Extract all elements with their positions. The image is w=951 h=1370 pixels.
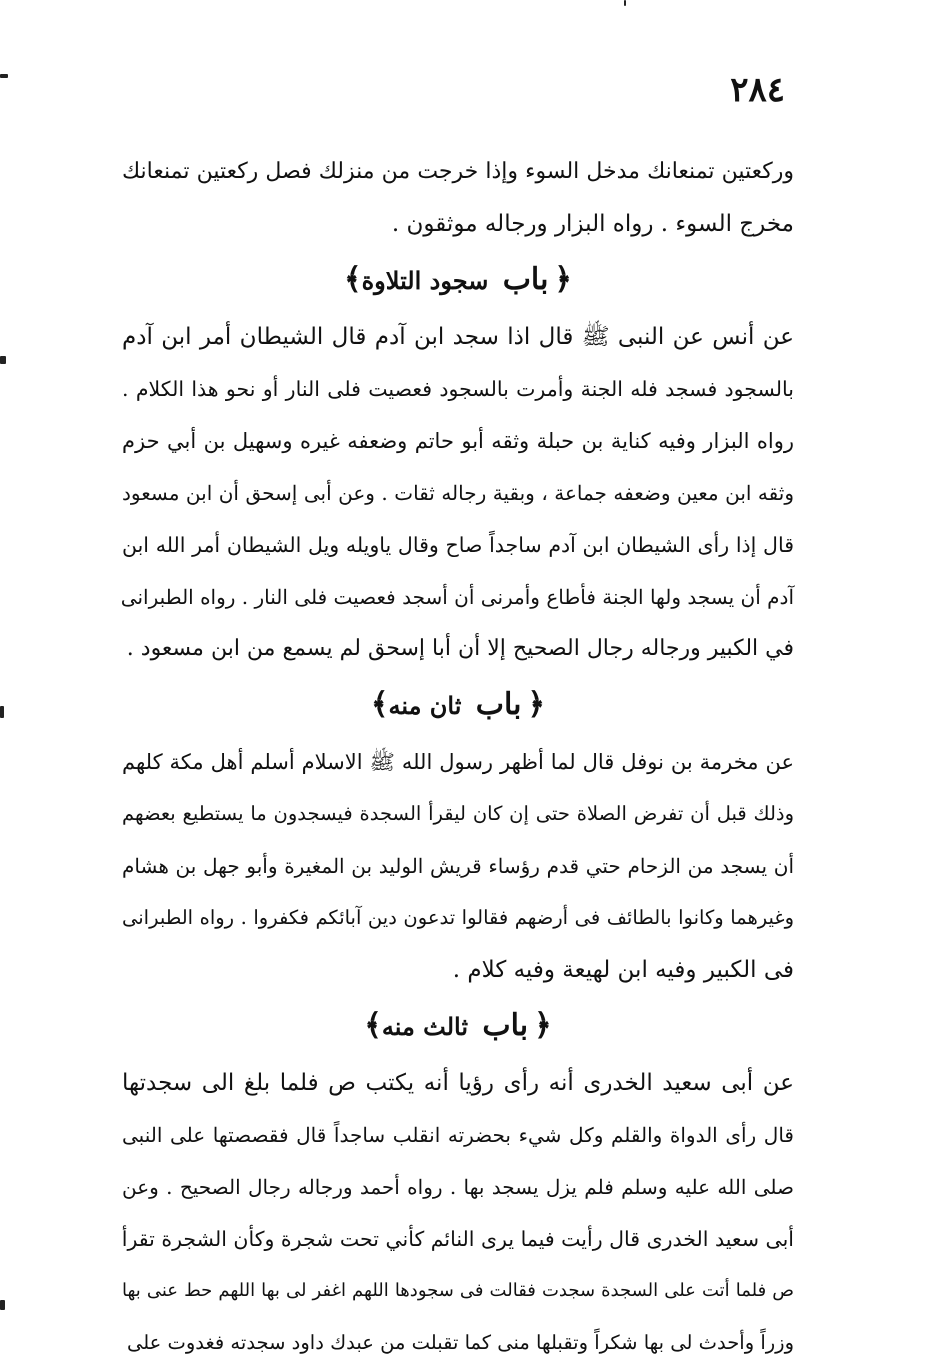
page-body [122, 146, 794, 1369]
text-line: قال إذا رأى الشيطان ابن آدم ساجداً صاح وقال ياويله ويل الشيطان أمر الله ابن [122, 533, 794, 557]
paragraph [122, 311, 794, 675]
text-line: عن أنس عن النبى ﷺ قال اذا سجد ابن آدم قال الشيطان أمر ابن آدم [122, 324, 794, 350]
text-line: وثقه ابن معين وضعفه جماعة ، وبقية رجاله ثقات . وعن أبى إسحق أن ابن مسعود [122, 481, 794, 505]
section-heading [122, 250, 794, 311]
heading-title: ثان منه [388, 691, 470, 720]
text-line: أبى سعيد الخدرى قال رأيت فيما يرى النائم كأني تحت شجرة وكأن الشجرة تقرأ [121, 1227, 794, 1251]
margin-mark [0, 706, 4, 718]
text-line: آدم أن يسجد ولها الجنة فأطاع وأمرنى أن أسجد فعصيت فلى النار . رواه الطبرانى [120, 585, 794, 609]
paragraph [122, 146, 794, 250]
text-line: وغيرهما وكانوا بالطائف فى أرضهم فقالوا تدعون دين آبائكم فكفروا . رواه الطبرانى [122, 906, 794, 929]
margin-mark [624, 0, 626, 6]
text-line: مخرج السوء . رواه البزار ورجاله موثقون . [391, 211, 794, 237]
text-line: قال رأى الدواة والقلم وكل شيء بحضرته انقلب ساجداً قال فقصصتها على النبى [122, 1123, 794, 1147]
heading-title: ثالث منه [381, 1012, 477, 1041]
text-line: عن مخرمة بن نوفل قال لما أظهر رسول الله ﷺ الاسلام أسلم أهل مكة كلهم [122, 750, 794, 774]
margin-mark [0, 356, 6, 364]
text-line: أن يسجد من الزحام حتي قدم رؤساء قريش الوليد بن المغيرة وأبو جهل بن هشام [122, 854, 795, 878]
section-heading [122, 675, 794, 736]
text-line: رواه البزار وفيه كناية بن حبلة وثقه أبو حاتم وضعفه غيره وسهيل بن أبي حزم [122, 429, 794, 453]
heading-bracket-open: ﴿ [527, 687, 546, 722]
text-line: فى الكبير وفيه ابن لهيعة وفيه كلام . [452, 957, 794, 983]
text-line: عن أبى سعيد الخدرى أنه رأى رؤيا أنه يكتب ص فلما بلغ الى سجدتها [122, 1070, 794, 1096]
heading-bracket-open: ﴿ [534, 1008, 552, 1043]
text-line: بالسجود فسجد فله الجنة وأمرت بالسجود فعصيت فلى النار أو نحو هذا الكلام . [122, 377, 794, 401]
paragraph [122, 1057, 794, 1369]
margin-mark [0, 74, 8, 78]
margin-mark [0, 1300, 5, 1310]
heading-bab: باب [502, 262, 549, 297]
heading-bracket-open: ﴿ [554, 262, 572, 297]
heading-bracket-close: ﴾ [364, 1008, 382, 1043]
heading-bab: باب [475, 687, 522, 722]
text-line: ص فلما أتت على السجدة سجدت فقالت فى سجودها اللهم اغفر لى بها اللهم حط عنى بها [122, 1280, 794, 1301]
heading-bracket-close: ﴾ [344, 262, 362, 297]
heading-bracket-close: ﴾ [370, 687, 389, 722]
heading-bab: باب [482, 1008, 529, 1043]
paragraph [122, 736, 794, 996]
text-line: وذلك قبل أن تفرض الصلاة حتى إن كان ليقرأ السجدة فيسجدون ما يستطيع بعضهم [122, 802, 794, 825]
text-line: صلى الله عليه وسلم فلم يزل يسجد بها . رواه أحمد ورجاله رجال الصحيح . وعن [122, 1175, 794, 1199]
text-line: وركعتين تمنعانك مدخل السوء وإذا خرجت من منزلك فصل ركعتين تمنعانك [122, 159, 794, 184]
text-line: وزراً وأحدث لى بها شكراً وتقبلها منى كما تقبلت من عبدك داود سجدته فغدوت على [126, 1331, 794, 1354]
page-number: ٢٨٤ [730, 70, 785, 110]
text-line: في الكبير ورجاله رجال الصحيح إلا أن أبا إسحق لم يسمع من ابن مسعود . [126, 636, 794, 661]
heading-title: سجود التلاوة [361, 266, 497, 295]
section-heading [122, 996, 794, 1057]
